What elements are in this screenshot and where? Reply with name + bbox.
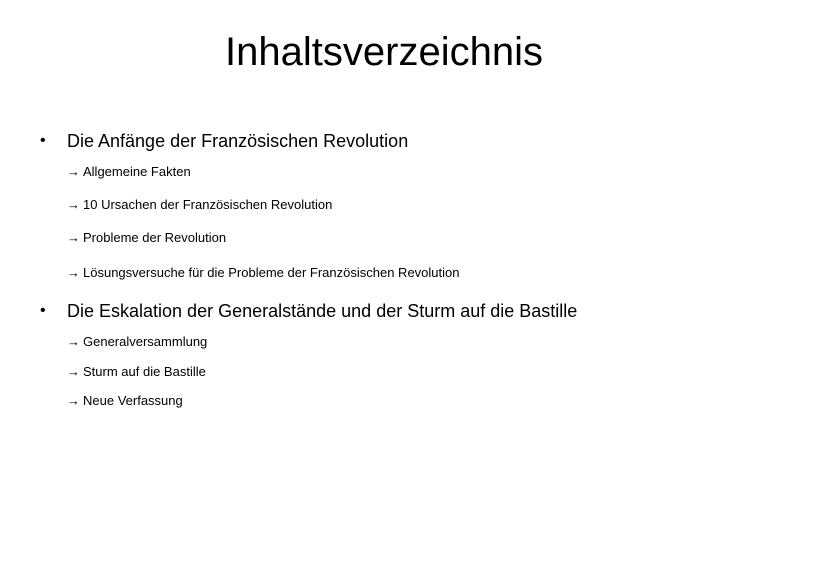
- toc-subitem: [67, 264, 459, 282]
- arrow-right-icon: →: [67, 334, 80, 349]
- arrow-right-icon: →: [67, 364, 80, 379]
- toc-subitem-label: Allgemeine Fakten: [83, 164, 191, 179]
- bullet-icon: •: [40, 132, 46, 149]
- toc-subitem: [67, 196, 332, 214]
- arrow-right-icon: →: [67, 230, 80, 245]
- toc-subitem-label: Neue Verfassung: [83, 393, 183, 408]
- page-title: Inhaltsverzeichnis: [225, 30, 543, 74]
- toc-subitem-label: 10 Ursachen der Französischen Revolution: [83, 197, 333, 212]
- toc-subitem: [67, 163, 191, 181]
- toc-section: [40, 129, 800, 280]
- toc-section-heading-row: [40, 299, 800, 323]
- arrow-right-icon: →: [67, 393, 80, 408]
- toc-subitem: [67, 363, 206, 381]
- toc-subitem-label: Lösungsversuche für die Probleme der Französischen Revolution: [83, 265, 460, 280]
- toc-subitem-label: Sturm auf die Bastille: [83, 364, 206, 379]
- bullet-icon: •: [40, 302, 46, 319]
- toc-section-heading: Die Anfänge der Französischen Revolution: [67, 131, 409, 151]
- toc-section-heading-row: [40, 129, 800, 153]
- toc-subitem: [67, 392, 183, 410]
- toc-subitem: [67, 229, 226, 247]
- toc-subitem: [67, 333, 207, 351]
- toc-section-heading: Die Eskalation der Generalstände und der Sturm auf die Bastille: [67, 301, 578, 321]
- toc-section: [40, 299, 800, 408]
- arrow-right-icon: →: [67, 164, 80, 179]
- toc-subitem-label: Probleme der Revolution: [83, 230, 227, 245]
- arrow-right-icon: →: [67, 197, 80, 212]
- arrow-right-icon: →: [67, 265, 80, 280]
- toc-subitem-label: Generalversammlung: [83, 334, 208, 349]
